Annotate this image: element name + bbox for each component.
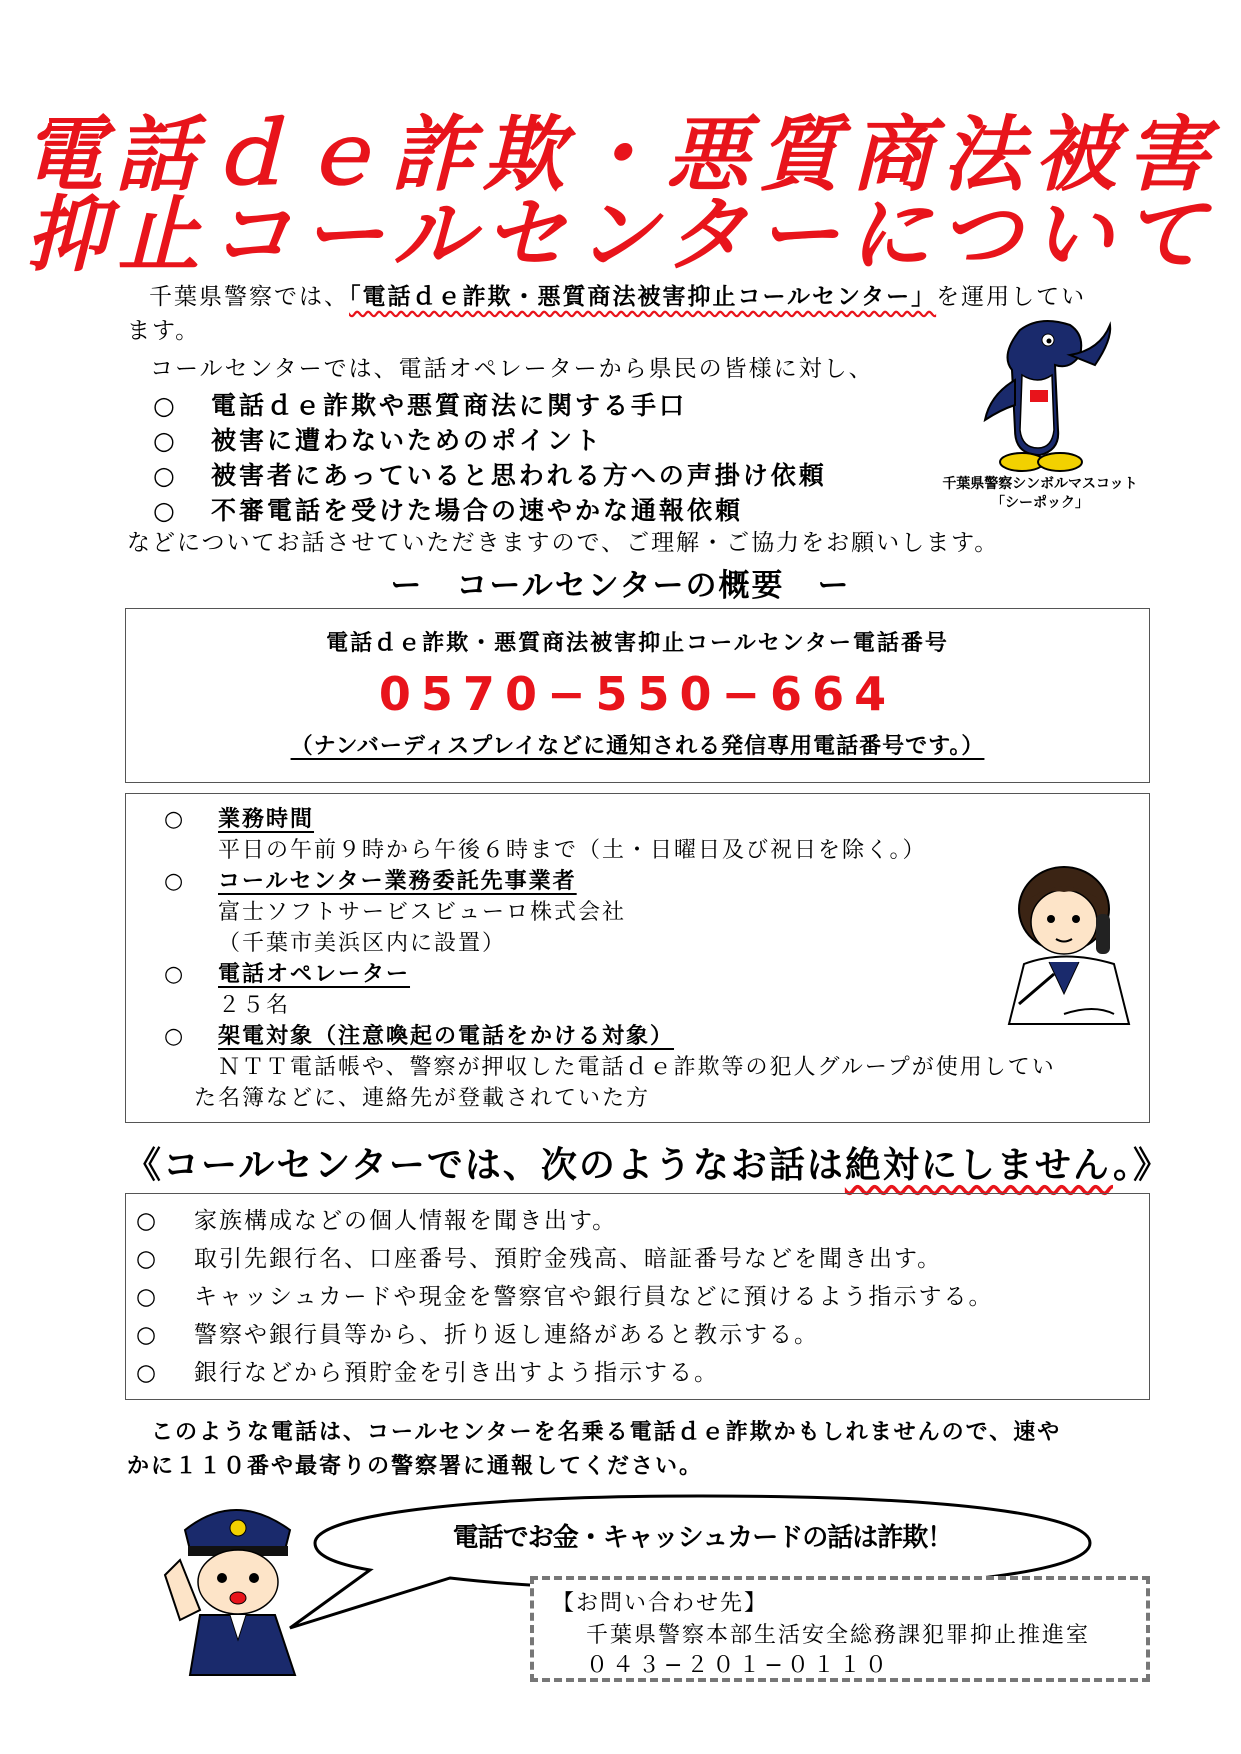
never-emphasis: 絶対にしません [844,1145,1114,1186]
overview-heading: ー コールセンターの概要 ー [390,568,851,604]
intro-line3: コールセンターでは、電話オペレーターから県民の皆様に対し、 [150,356,874,382]
mascot-illustration [960,310,1120,475]
phone-number-box [125,608,1150,783]
details-box [125,793,1150,1123]
detail-item: ○ 架電対象（注意喚起の電話をかける対象） [164,1024,675,1049]
topic-item: ○ 被害者にあっていると思われる方への声掛け依頼 [153,461,827,490]
never-list-box [125,1193,1150,1400]
mascot-caption [938,475,1142,513]
contact-phone: ０４３−２０１−０１１０ [586,1653,891,1678]
operator-illustration-icon [1004,854,1134,1029]
never-item: ○ 銀行などから預貯金を引き出すよう指示する。 [136,1360,719,1386]
detail-item: ○ コールセンター業務委託先事業者 [164,869,577,894]
contact-box [530,1576,1150,1682]
center-name: 「電話ｄｅ詐欺・悪質商法被害抑止コールセンター」 [349,284,937,310]
topic-item: ○ 不審電話を受けた場合の速やかな通報依頼 [153,496,744,525]
phone-note: （ナンバーディスプレイなどに通知される発信専用電話番号です。） [290,734,985,759]
never-item: ○ 取引先銀行名、口座番号、預貯金残高、暗証番号などを聞き出す。 [136,1246,943,1272]
mascot-caption-line1: 千葉県警察シンボルマスコット [942,476,1138,492]
phone-label: 電話ｄｅ詐欺・悪質商法被害抑止コールセンター電話番号 [326,631,949,656]
topics-list [153,388,827,528]
mascot-caption-line2: 「シーポック」 [991,495,1089,511]
page-title-line2: 抑止コールセンターについて [25,188,1216,283]
police-officer-icon [160,1490,310,1680]
detail-item: ○ 電話オペレーター [164,962,411,987]
detail-item: ○ 業務時間 [164,807,315,832]
topic-item: ○ 電話ｄｅ詐欺や悪質商法に関する手口 [153,391,688,420]
never-item: ○ 家族構成などの個人情報を聞き出す。 [136,1208,618,1234]
never-item: ○ キャッシュカードや現金を警察官や銀行員などに預けるよう指示する。 [136,1284,994,1310]
never-heading: 《コールセンターでは、次のようなお話は絶対にしません。》 [125,1145,1172,1186]
intro-prefix: 千葉県警察では、 [149,284,349,310]
closing-line: などについてお話させていただきますので、ご理解・ご協力をお願いします。 [127,530,1000,556]
intro-suffix: を運用してい [936,284,1087,310]
warning-line1: このような電話は、コールセンターを名乗る電話ｄｅ詐欺かもしれませんので、速や [151,1420,1062,1445]
contact-label: 【お問い合わせ先】 [552,1591,769,1616]
never-list [136,1202,994,1392]
intro-line1 [127,280,1167,314]
topic-item: ○ 被害に遭わないためのポイント [153,426,604,455]
contact-org: 千葉県警察本部生活安全総務課犯罪抑止推進室 [586,1623,1091,1648]
intro-line2: ます。 [127,318,201,344]
dolphin-mascot-icon [960,310,1120,475]
details-list: ○ 業務時間 平日の午前９時から午後６時まで（土・日曜日及び祝日を除く。） ○ コールセンター業務委託先事業者 富士ソフトサービスビューロ株式会社 （千葉市美浜区内に設置） ○ 電話オペレーター ２５名 ○ 架電対象（注意喚起の電話をかける対象） ＮＴＴ電話帳や、警察が押収した電話ｄｅ詐欺等の犯人グループが使用してい た名簿などに、連絡先が登載されていた方 [164,804,1056,1114]
warning-line2: かに１１０番や最寄りの警察署に通報してください。 [127,1454,704,1479]
speech-bubble-text: 電話でお金・キャッシュカードの話は詐欺！ [452,1523,953,1553]
page-title-line1: 電話ｄｅ詐欺・悪質商法被害 [22,108,1219,203]
phone-number: 0570−550−664 [378,667,897,721]
never-item: ○ 警察や銀行員等から、折り返し連絡があると教示する。 [136,1322,819,1348]
